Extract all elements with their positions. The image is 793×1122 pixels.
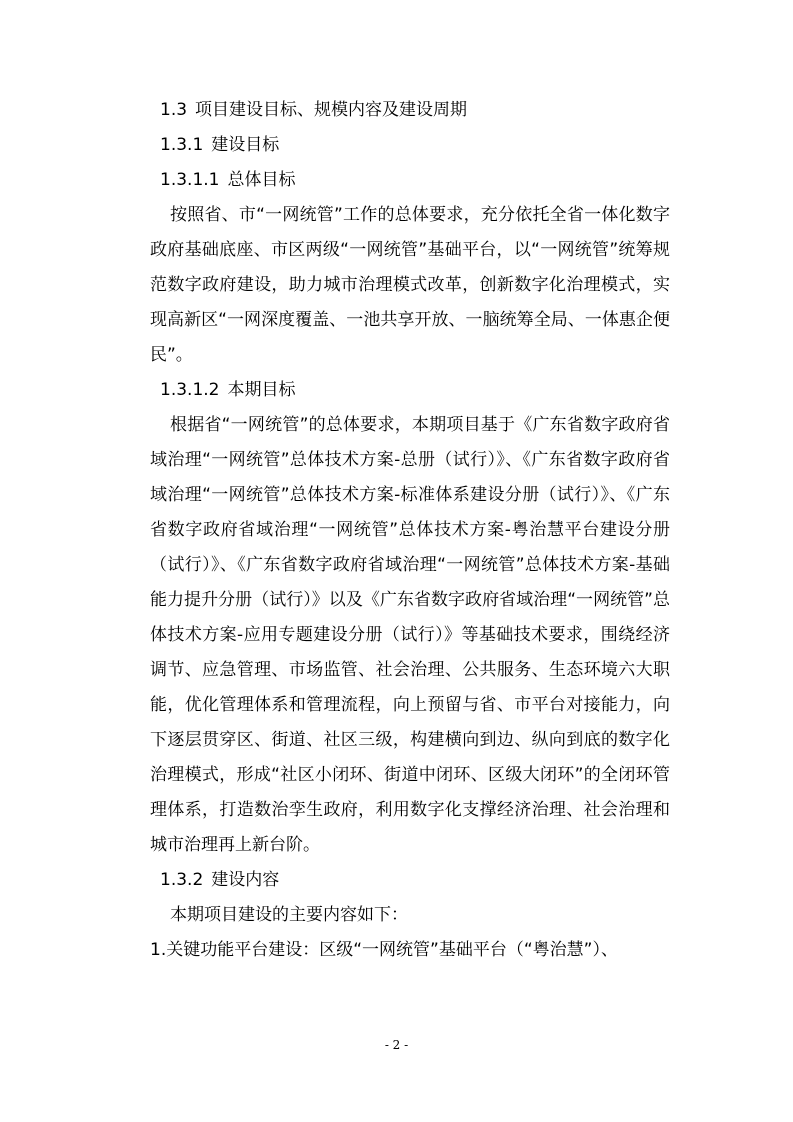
section-heading-1-3-1-1 bbox=[160, 163, 670, 198]
section-heading-1-3 bbox=[160, 93, 670, 128]
section-number: 1.3.1.1 bbox=[160, 170, 220, 190]
section-number: 1.3.2 bbox=[160, 870, 204, 890]
section-heading-1-3-2 bbox=[160, 863, 670, 898]
section-heading-1-3-1-2 bbox=[160, 373, 670, 408]
paragraph-content-intro: 本期项目建设的主要内容如下： bbox=[170, 905, 408, 925]
section-title: 建设内容 bbox=[211, 870, 280, 890]
paragraph-current-goal: 根据省“一网统管”的总体要求，本期项目基于《广东省数字政府省域治理“一网统管”总体技术方案-总册（试行）》、《广东省数字政府省域治理“一网统管”总体技术方案-标准体系建设分册（试行）》、《广东省数字政府省域治理“一网统管”总体技术方案-粤治慧平台建设分册（试行）》、《广东省数字政府省域治理“一网统管”总体技术方案-基础能力提升分册（试行）》以及《广东省数字政府省域治理“一网统管”总体技术方案-应用专题建设分册（试行）》等基础技术要求，围绕经济调节、应急管理、市场监管、社会治理、公共服务、生态环境六大职能，优化管理体系和管理流程，向上预留与省、市平台对接能力，向下逐层贯穿区、街道、社区三级，构建横向到边、纵向到底的数字化治理模式，形成“社区小闭环、街道中闭环、区级大闭环”的全闭环管理体系，打造数治孪生政府，利用数字化支撑经济治理、社会治理和城市治理再上新台阶。 bbox=[150, 415, 670, 855]
section-title: 本期目标 bbox=[227, 380, 296, 400]
paragraph-list-item-1: 1.关键功能平台建设：区级“一网统管”基础平台（“粤治慧”）、 bbox=[150, 940, 618, 960]
section-title: 总体目标 bbox=[227, 170, 296, 190]
paragraph-overall-goal: 按照省、市“一网统管”工作的总体要求，充分依托全省一体化数字政府基础底座、市区两级“一网统管”基础平台，以“一网统管”统筹规范数字政府建设，助力城市治理模式改革，创新数字化治理模式，实现高新区“一网深度覆盖、一池共享开放、一脑统筹全局、一体惠企便民”。 bbox=[150, 205, 670, 365]
section-number: 1.3.1.2 bbox=[160, 380, 220, 400]
section-number: 1.3 bbox=[160, 100, 188, 120]
page-number: - 2 - bbox=[384, 1038, 409, 1052]
section-title: 建设目标 bbox=[211, 135, 280, 155]
section-number: 1.3.1 bbox=[160, 135, 204, 155]
page-content bbox=[150, 93, 670, 968]
section-heading-1-3-1 bbox=[160, 128, 670, 163]
section-title: 项目建设目标、规模内容及建设周期 bbox=[195, 100, 468, 120]
